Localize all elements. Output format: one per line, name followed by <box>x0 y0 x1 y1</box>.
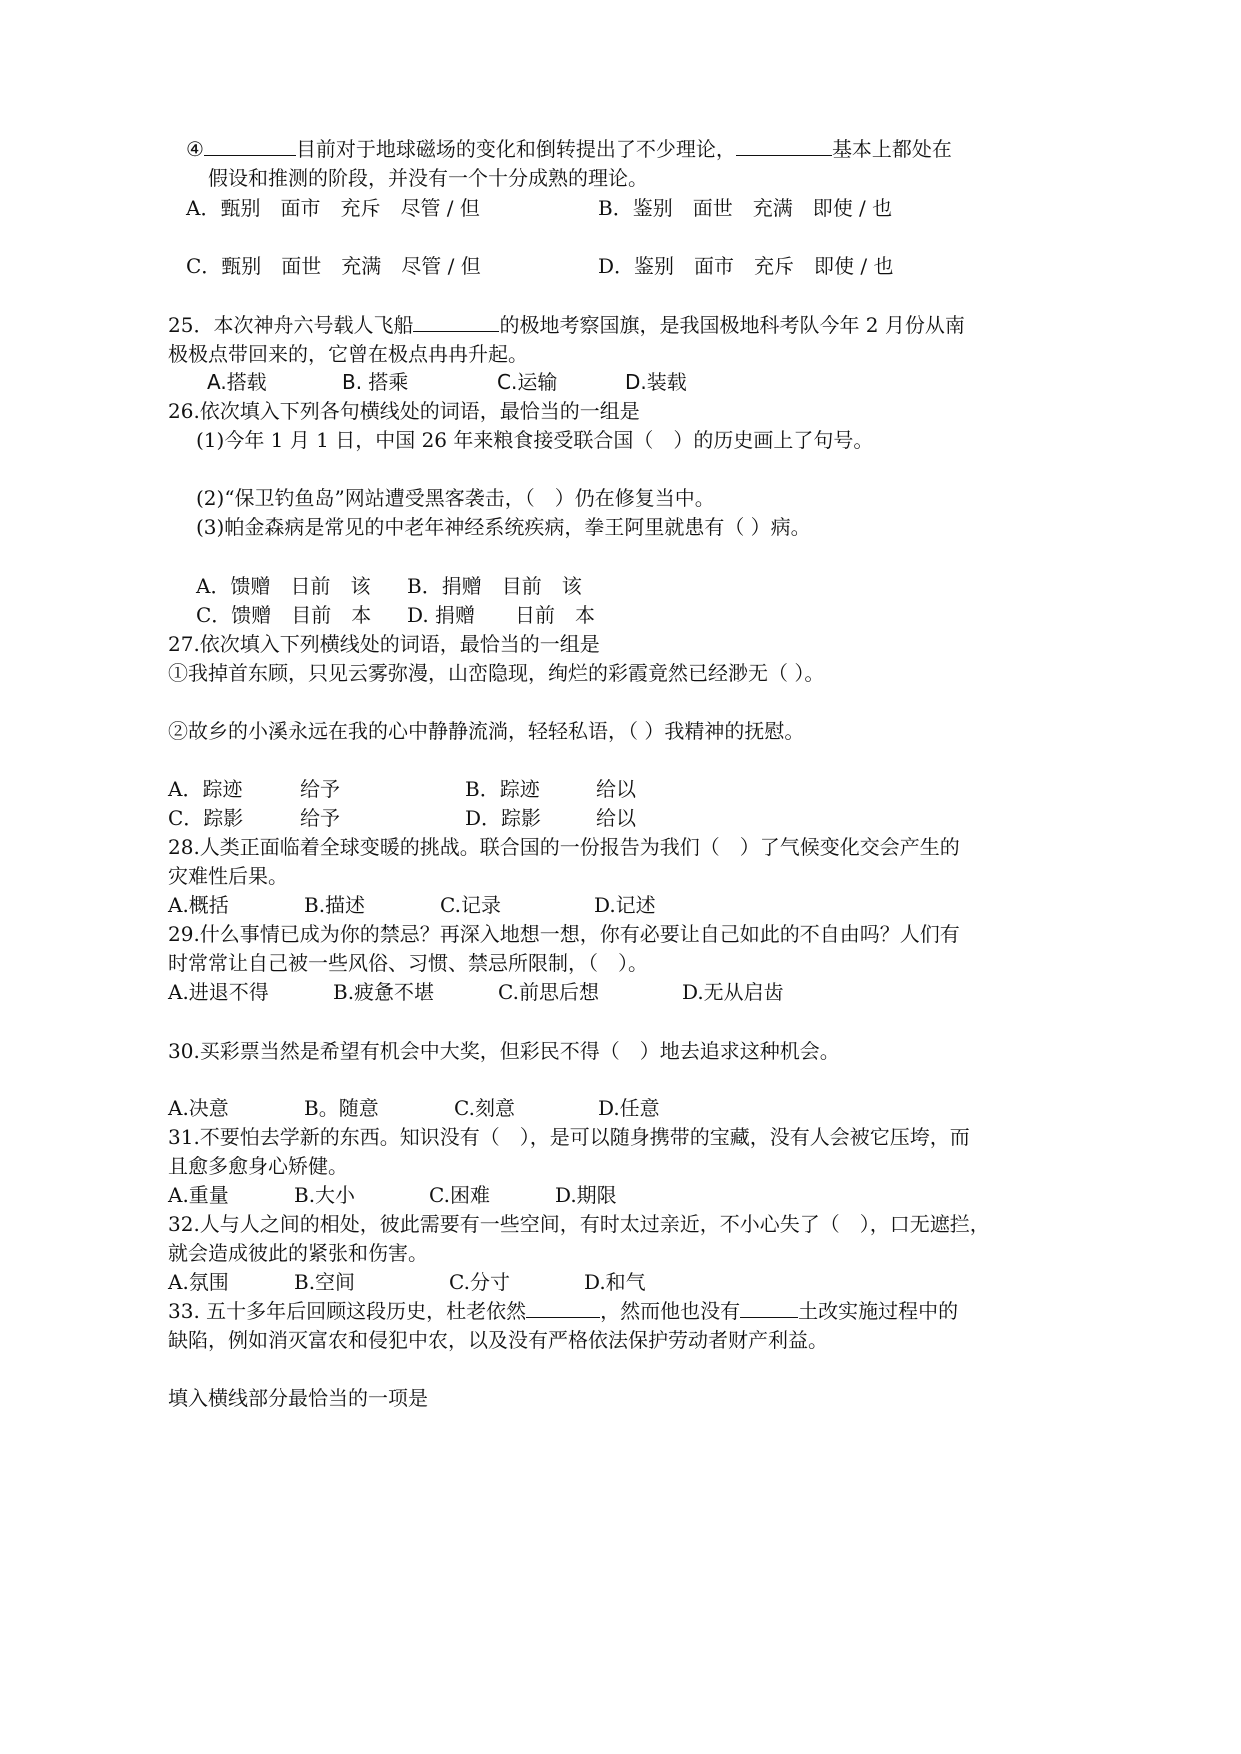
q30-option-a: A.决意 <box>168 1096 229 1120</box>
q27-stem: 27.依次填入下列横线处的词语，最恰当的一组是 <box>168 632 600 656</box>
q27-option-d-word: 给以 <box>596 806 636 830</box>
q26-option-a: A．馈赠 日前 该 <box>196 574 371 598</box>
q28-line1: 28.人类正面临着全球变暖的挑战。联合国的一份报告为我们（ ）了气候变化交会产生的 <box>168 835 960 859</box>
q27-option-d: D．踪影 <box>465 806 542 830</box>
q27-sentence-2: ②故乡的小溪永远在我的心中静静流淌，轻轻私语，（ ）我精神的抚慰。 <box>168 719 805 743</box>
q32-option-a: A.氛围 <box>168 1270 229 1294</box>
q29-line1: 29.什么事情已成为你的禁忌？再深入地想一想，你有必要让自己如此的不自由吗？人们有 <box>168 922 960 946</box>
q29-option-b: B.疲惫不堪 <box>333 980 435 1004</box>
q24-option-d: D．鉴别 面市 充斥 即使 / 也 <box>598 254 894 278</box>
circled-number: ④ <box>186 137 204 161</box>
q24-option-c: C．甄别 面世 充满 尽管 / 但 <box>186 254 481 278</box>
q26-option-d: D. 捐赠 日前 本 <box>407 603 596 627</box>
q27-sentence-1: ①我掉首东顾，只见云雾弥漫，山峦隐现，绚烂的彩霞竟然已经渺无（ ）。 <box>168 661 825 685</box>
q30-line1: 30.买彩票当然是希望有机会中大奖，但彩民不得（ ）地去追求这种机会。 <box>168 1039 840 1063</box>
q24-line1 <box>186 136 952 162</box>
q25-option-a: A.搭载 <box>207 370 267 394</box>
q27-option-b-word: 给以 <box>596 777 636 801</box>
text: 的极地考察国旗，是我国极地科考队今年 2 月份从南 <box>499 313 965 337</box>
q27-option-a-word: 给予 <box>300 777 340 801</box>
q28-option-a: A.概括 <box>168 893 229 917</box>
text: 土改实施过程中的 <box>798 1299 959 1323</box>
q24-line2: 假设和推测的阶段，并没有一个十分成熟的理论。 <box>208 166 648 190</box>
blank <box>740 1299 798 1318</box>
q28-option-b: B.描述 <box>304 893 366 917</box>
q31-line2: 且愈多愈身心矫健。 <box>168 1154 348 1178</box>
q31-line1: 31.不要怕去学新的东西。知识没有（ ），是可以随身携带的宝藏，没有人会被它压垮，而 <box>168 1125 970 1149</box>
q30-option-c: C.刻意 <box>454 1096 515 1120</box>
q33-line3: 填入横线部分最恰当的一项是 <box>168 1386 428 1410</box>
q33-line1 <box>168 1298 958 1324</box>
q30-option-b: B。随意 <box>304 1096 379 1120</box>
blank <box>413 313 499 332</box>
text: 25．本次神舟六号载人飞船 <box>168 313 414 337</box>
q29-option-d: D.无从启齿 <box>682 980 784 1004</box>
q29-option-a: A.进退不得 <box>168 980 269 1004</box>
text: 33. 五十多年后回顾这段历史，杜老依然 <box>168 1299 527 1323</box>
blank <box>736 137 832 156</box>
text: 基本上都处在 <box>831 137 952 161</box>
q28-line2: 灾难性后果。 <box>168 864 288 888</box>
q32-option-b: B.空间 <box>294 1270 356 1294</box>
q26-stem: 26.依次填入下列各句横线处的词语，最恰当的一组是 <box>168 399 640 423</box>
q31-option-c: C.困难 <box>429 1183 490 1207</box>
q25-line2: 极极点带回来的，它曾在极点冉冉升起。 <box>168 342 528 366</box>
q27-option-c-word: 给予 <box>300 806 340 830</box>
text: 目前对于地球磁场的变化和倒转提出了不少理论， <box>295 137 736 161</box>
q26-sentence-1: (1)今年 1 月 1 日，中国 26 年来粮食接受联合国（ ）的历史画上了句号。 <box>196 428 874 452</box>
q26-sentence-2: (2)“保卫钓鱼岛”网站遭受黑客袭击，（ ）仍在修复当中。 <box>196 486 715 510</box>
q27-option-a: A．踪迹 <box>168 777 243 801</box>
q28-option-c: C.记录 <box>440 893 501 917</box>
q25-option-d: D.装载 <box>625 370 687 394</box>
q28-option-d: D.记述 <box>594 893 656 917</box>
q24-option-a: A．甄别 面市 充斥 尽管 / 但 <box>186 196 480 220</box>
q31-option-b: B.大小 <box>294 1183 356 1207</box>
q32-option-d: D.和气 <box>584 1270 646 1294</box>
q27-option-b: B．踪迹 <box>465 777 540 801</box>
blank <box>526 1299 600 1318</box>
blank <box>204 137 296 156</box>
q25-option-c: C.运输 <box>497 370 558 394</box>
q33-line2: 缺陷，例如消灭富农和侵犯中农，以及没有严格依法保护劳动者财产利益。 <box>168 1328 828 1352</box>
q32-option-c: C.分寸 <box>449 1270 510 1294</box>
q31-option-d: D.期限 <box>555 1183 617 1207</box>
q29-line2: 时常常让自己被一些风俗、习惯、禁忌所限制，（ ）。 <box>168 951 648 975</box>
text: ，然而他也没有 <box>600 1299 741 1323</box>
q26-option-c: C．馈赠 目前 本 <box>196 603 372 627</box>
q32-line2: 就会造成彼此的紧张和伤害。 <box>168 1241 428 1265</box>
q27-option-c: C．踪影 <box>168 806 244 830</box>
q26-sentence-3: (3)帕金森病是常见的中老年神经系统疾病，拳王阿里就患有（ ）病。 <box>196 515 811 539</box>
q32-line1: 32.人与人之间的相处，彼此需要有一些空间，有时太过亲近，不小心失了（ ），口无遮拦， <box>168 1212 990 1236</box>
q30-option-d: D.任意 <box>598 1096 660 1120</box>
q24-option-b: B．鉴别 面世 充满 即使 / 也 <box>598 196 893 220</box>
q26-option-b: B．捐赠 目前 该 <box>407 574 582 598</box>
q31-option-a: A.重量 <box>168 1183 229 1207</box>
q25-option-b: B. 搭乘 <box>342 370 409 394</box>
q25-line1 <box>168 312 965 338</box>
q29-option-c: C.前思后想 <box>498 980 599 1004</box>
